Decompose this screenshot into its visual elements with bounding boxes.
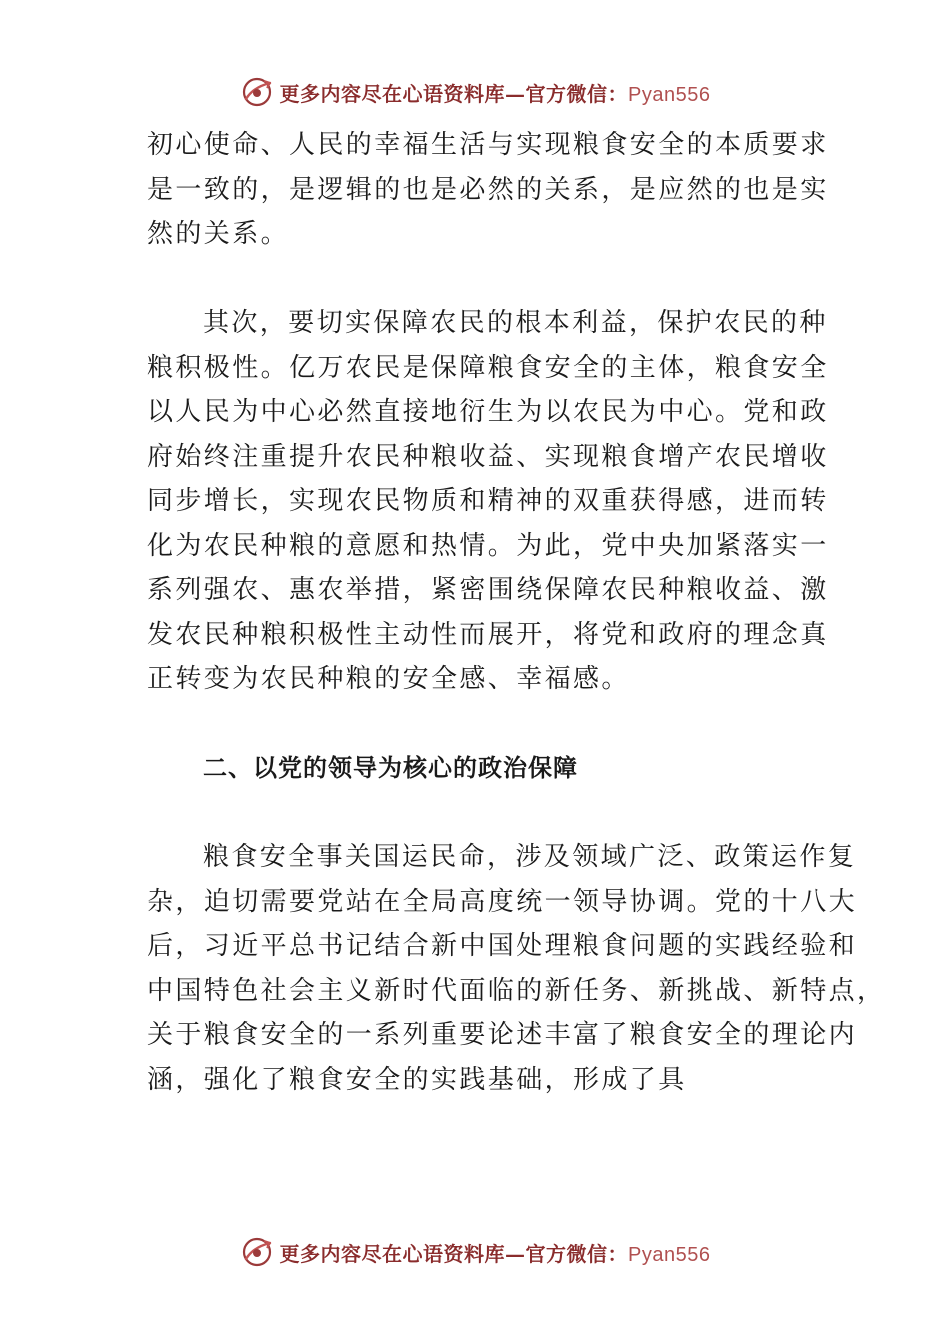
text-line: 中国特色社会主义新时代面临的新任务、新挑战、新特点， <box>147 975 886 1006</box>
text-line: 初心使命、人民的幸福生活与实现粮食安全的本质要求 <box>147 130 829 160</box>
watermark-text <box>280 1238 711 1267</box>
watermark-text <box>280 78 711 107</box>
paragraph-1 <box>147 123 829 257</box>
paragraph-spacer <box>147 791 807 836</box>
text-line: 涵，强化了粮食安全的实践基础，形成了具 <box>147 1064 687 1095</box>
watermark-wechat-id: Pyan556 <box>628 1243 711 1266</box>
text-line: 杂，迫切需要党站在全局高度统一领导协调。党的十八大 <box>147 886 858 917</box>
brand-logo-icon <box>240 75 274 109</box>
text-line: 系列强农、惠农举措，紧密围绕保障农民种粮收益、激 <box>147 575 829 605</box>
watermark-wechat-id: Pyan556 <box>628 83 711 106</box>
document-body <box>147 123 886 1102</box>
footer-watermark <box>0 1232 950 1272</box>
text-line: 后，习近平总书记结合新中国处理粮食问题的实践经验和 <box>147 931 858 961</box>
text-line: 关于粮食安全的一系列重要论述丰富了粮食安全的理论内 <box>147 1020 858 1050</box>
text-line: 粮积极性。亿万农民是保障粮食安全的主体，粮食安全 <box>147 352 829 383</box>
section-heading: 二、以党的领导为核心的政治保障 <box>203 754 578 782</box>
text-line: 其次，要切实保障农民的根本利益，保护农民的种 <box>203 308 828 338</box>
text-line: 以人民为中心必然直接地衍生为以农民为中心。党和政 <box>147 397 829 427</box>
watermark-label: 更多内容尽在心语资料库—官方微信： <box>279 81 629 106</box>
paragraph-spacer <box>147 702 807 747</box>
paragraph-3 <box>147 835 886 1102</box>
text-line: 是一致的，是逻辑的也是必然的关系，是应然的也是实 <box>147 174 829 205</box>
paragraph-2 <box>147 301 829 702</box>
watermark-label: 更多内容尽在心语资料库—官方微信： <box>279 1241 629 1266</box>
text-line: 府始终注重提升农民种粮收益、实现粮食增产农民增收 <box>147 441 829 472</box>
header-watermark <box>0 72 950 112</box>
text-line: 然的关系。 <box>147 219 290 249</box>
text-line: 化为农民种粮的意愿和热情。为此，党中央加紧落实一 <box>147 530 829 561</box>
text-line: 粮食安全事关国运民命，涉及领域广泛、政策运作复 <box>203 842 857 872</box>
text-line: 发农民种粮积极性主动性而展开，将党和政府的理念真 <box>147 619 829 650</box>
text-line: 正转变为农民种粮的安全感、幸福感。 <box>147 664 630 694</box>
text-line: 同步增长，实现农民物质和精神的双重获得感，进而转 <box>147 486 829 516</box>
brand-logo-icon <box>240 1235 274 1269</box>
paragraph-spacer <box>147 257 807 302</box>
